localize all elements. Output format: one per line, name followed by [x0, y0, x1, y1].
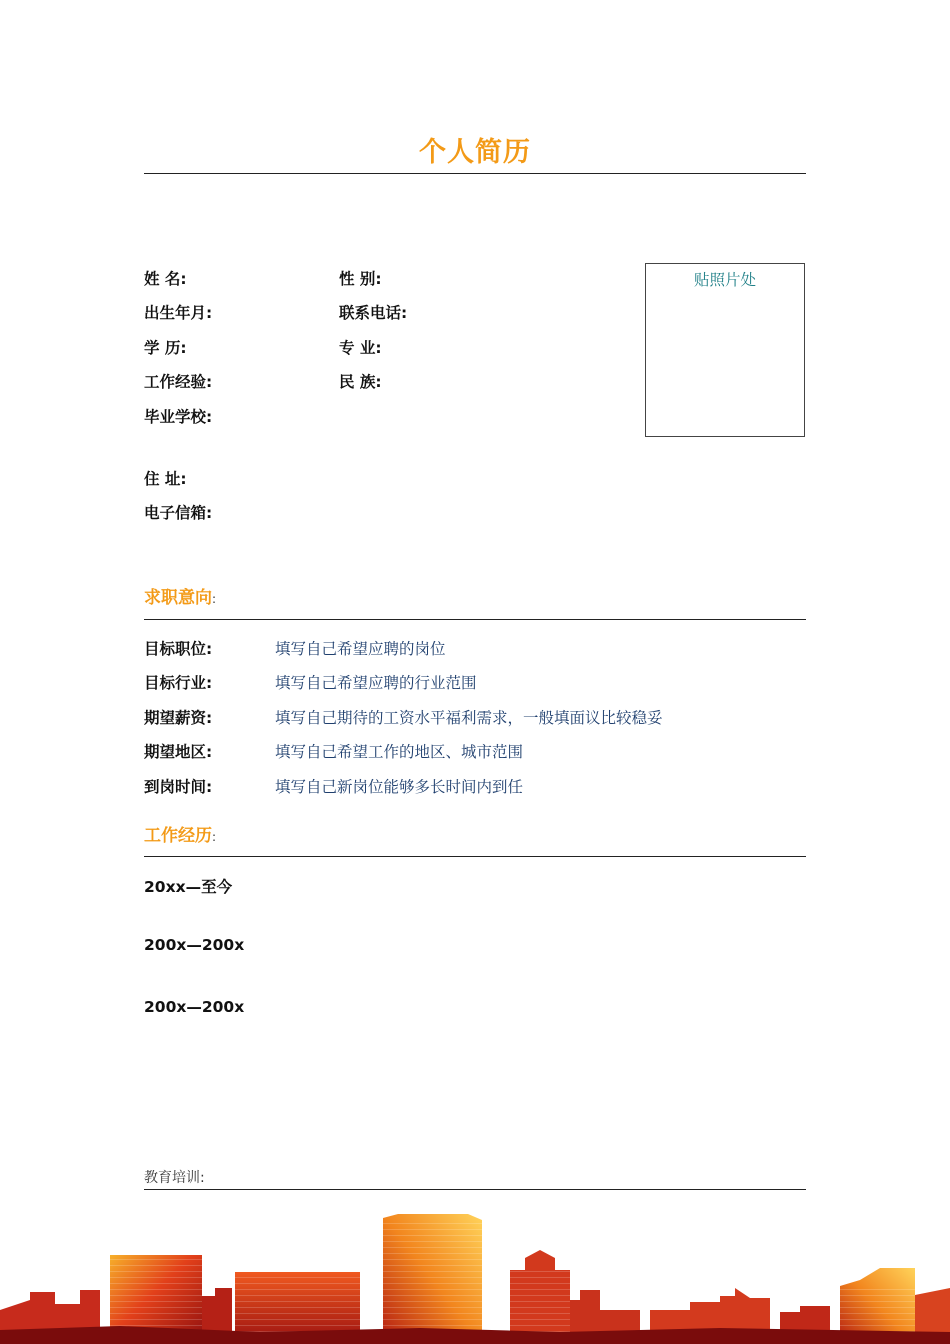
expected-salary-label: 期望薪资: — [144, 709, 213, 727]
expected-salary-value: 填写自己期待的工资水平福利需求，一般填面议比较稳妥 — [275, 709, 663, 727]
work-period-3: 200x—200x — [144, 998, 245, 1016]
job-intent-colon: : — [212, 592, 217, 606]
job-intent-divider — [144, 619, 806, 620]
job-intent-title: 求职意向 — [144, 588, 212, 608]
city-skyline-decoration — [0, 1200, 950, 1344]
target-industry-value: 填写自己希望应聘的行业范围 — [275, 674, 477, 692]
education-label: 学 历: — [144, 339, 187, 357]
experience-label: 工作经验: — [144, 373, 213, 391]
photo-placeholder[interactable] — [645, 263, 805, 437]
major-label: 专 业: — [339, 339, 382, 357]
work-history-heading — [144, 821, 216, 846]
job-intent-heading — [144, 583, 216, 608]
title-divider — [144, 173, 806, 174]
ethnicity-label: 民 族: — [339, 373, 382, 391]
target-industry-label: 目标行业: — [144, 674, 213, 692]
work-history-title: 工作经历 — [144, 826, 212, 846]
target-position-value: 填写自己希望应聘的岗位 — [275, 640, 446, 658]
education-heading: 教育培训: — [144, 1170, 205, 1186]
expected-region-value: 填写自己希望工作的地区、城市范围 — [275, 743, 524, 761]
education-divider — [144, 1189, 806, 1190]
phone-label: 联系电话: — [339, 304, 408, 322]
work-history-colon: : — [212, 830, 217, 844]
photo-placeholder-label: 贴照片处 — [693, 271, 756, 289]
gender-label: 性 别: — [339, 270, 382, 288]
expected-region-label: 期望地区: — [144, 743, 213, 761]
address-label: 住 址: — [144, 470, 187, 488]
school-label: 毕业学校: — [144, 408, 213, 426]
work-period-2: 200x—200x — [144, 936, 245, 954]
target-position-label: 目标职位: — [144, 640, 213, 658]
work-period-1: 20xx—至今 — [144, 878, 233, 896]
work-history-divider — [144, 856, 806, 857]
email-label: 电子信箱: — [144, 504, 213, 522]
start-time-label: 到岗时间: — [144, 778, 213, 796]
page-title: 个人简历 — [419, 137, 531, 168]
name-label: 姓 名: — [144, 270, 187, 288]
birth-label: 出生年月: — [144, 304, 213, 322]
start-time-value: 填写自己新岗位能够多长时间内到任 — [275, 778, 524, 796]
